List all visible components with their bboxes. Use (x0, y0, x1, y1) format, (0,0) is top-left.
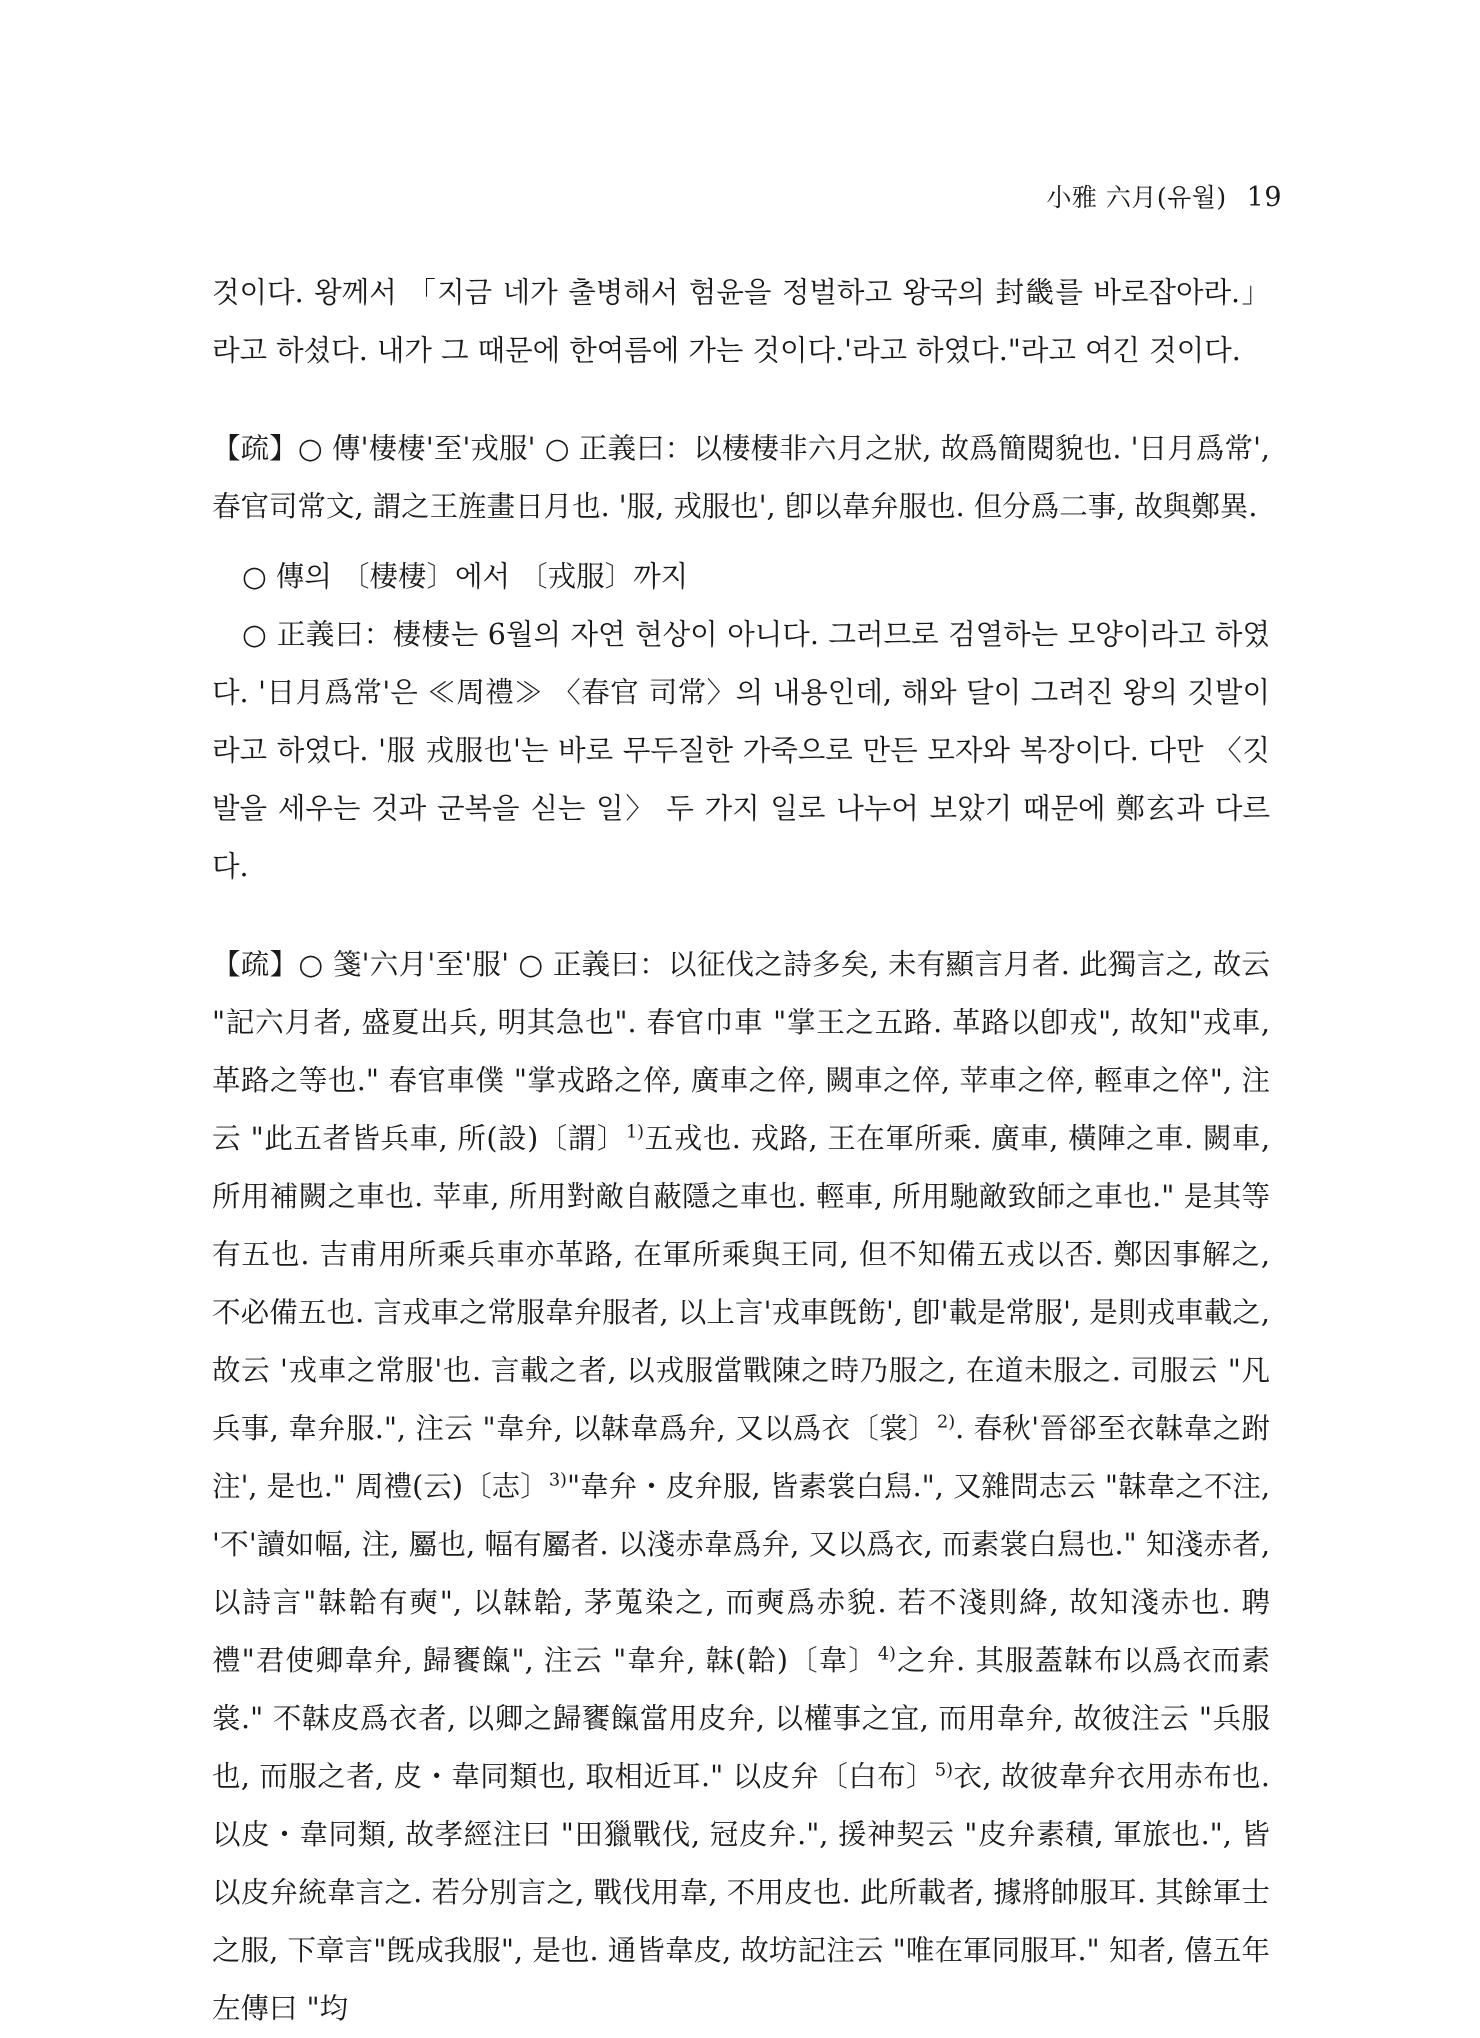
translation-heading: ○ 傳의 〔棲棲〕에서 〔戎服〕까지 (242, 560, 689, 593)
commentary-paragraph-1: 【疏】○ 傳'棲棲'至'戎服' ○ 正義曰：以棲棲非六月之狀, 故爲簡閱貌也. '日月爲常', 春官司常文, 謂之王旌畫日月也. '服, 戎服也', 卽以韋弁服也. 但分爲二事, 故與鄭異. (212, 432, 1270, 523)
footnote-marker: 2) (936, 1412, 956, 1433)
page-number: 19 (1246, 182, 1282, 213)
page-body (212, 264, 1270, 2038)
paragraph-continuation: 것이다. 왕께서 「지금 네가 출병해서 험윤을 정벌하고 왕국의 封畿를 바로잡아라.」라고 하셨다. 내가 그 때문에 한여름에 가는 것이다.'라고 하였다."라고 여긴 것이다. (212, 276, 1270, 367)
commentary-text-segment: 衣, 故彼韋弁衣用赤布也. 以皮・韋同類, 故孝經注曰 "田獵戰伐, 冠皮弁.", 援神契云 "皮弁素積, 軍旅也.", 皆以皮弁統韋言之. 若分別言之, 戰伐用韋, 不用皮也. 此所載者, 據將帥服耳. 其餘軍士之服, 下章言"旣成我服", 是也. 通皆韋皮, 故坊記注云 "唯在軍同服耳." 知者, 僖五年左傳曰 "均 (212, 1760, 1270, 2025)
footnote-marker: 1) (625, 1122, 645, 1143)
commentary-text-segment: 【疏】○ 箋'六月'至'服' ○ 正義曰：以征伐之詩多矣, 未有顯言月者. 此獨言之, 故云 "記六月者, 盛夏出兵, 明其急也". 春官巾車 "掌王之五路. 革路以卽戎", 故知"戎車, 革路之等也." 春官車僕 "掌戎路之倅, 廣車之倅, 闕車之倅, 苹車之倅, 輕車之倅", 注云 "此五者皆兵車, 所(設)〔謂〕 (212, 948, 1270, 1155)
commentary-text-segment: . 春秋'晉郤至衣韎韋之跗注', 是也." 周禮(云)〔志〕 (212, 1412, 1270, 1503)
commentary-text-segment: 五戎也. 戎路, 王在軍所乘. 廣車, 橫陣之車. 闕車, 所用補闕之車也. 苹車, 所用對敵自蔽隱之車也. 輕車, 所用馳敵致師之車也." 是其等有五也. 吉甫用所乘兵車亦革路, 在軍所乘與王同, 但不知備五戎以否. 鄭因事解之, 不必備五也. 言戎車之常服韋弁服者, 以上言'戎車旣飭', 卽'載是常服', 是則戎車載之, 故云 '戎車之常服'也. 言載之者, 以戎服當戰陳之時乃服之, 在道未服之. 司服云 "凡兵事, 韋弁服.", 注云 "韋弁, 以韎韋爲弁, 又以爲衣〔裳〕 (212, 1122, 1270, 1445)
footnote-marker: 3) (548, 1470, 567, 1491)
footnote-marker: 4) (877, 1644, 896, 1665)
header-title: 小雅 六月(유월) (1046, 183, 1227, 212)
running-header (1046, 178, 1282, 214)
footnote-marker: 5) (934, 1760, 954, 1781)
commentary-paragraph-2 (212, 936, 1270, 2038)
commentary-text-segment: 之弁. 其服蓋韎布以爲衣而素裳." 不韎皮爲衣者, 以卿之歸饔餼當用皮弁, 以權事之宜, 而用韋弁, 故彼注云 "兵服也, 而服之者, 皮・韋同類也, 取相近耳." 以皮弁〔白布〕 (212, 1644, 1270, 1793)
commentary-text-segment: "韋弁・皮弁服, 皆素裳白舃.", 又雜問志云 "韎韋之不注, '不'讀如幅, 注, 屬也, 幅有屬者. 以淺赤韋爲弁, 又以爲衣, 而素裳白舃也." 知淺赤者, 以詩言"韎韐有奭", 以韎韐, 茅蒐染之, 而奭爲赤貌. 若不淺則絳, 故知淺赤也. 聘禮"君使卿韋弁, 歸饔餼", 注云 "韋弁, 韎(韐)〔韋〕 (212, 1470, 1270, 1677)
translation-paragraph: ○ 正義曰：棲棲는 6월의 자연 현상이 아니다. 그러므로 검열하는 모양이라고 하였다. '日月爲常'은 ≪周禮≫ 〈春官 司常〉의 내용인데, 해와 달이 그려진 왕의 깃발이라고 하였다. '服 戎服也'는 바로 무두질한 가죽으로 만든 모자와 복장이다. 다만 〈깃발을 세우는 것과 군복을 싣는 일〉 두 가지 일로 나누어 보았기 때문에 鄭玄과 다르다. (212, 618, 1270, 883)
